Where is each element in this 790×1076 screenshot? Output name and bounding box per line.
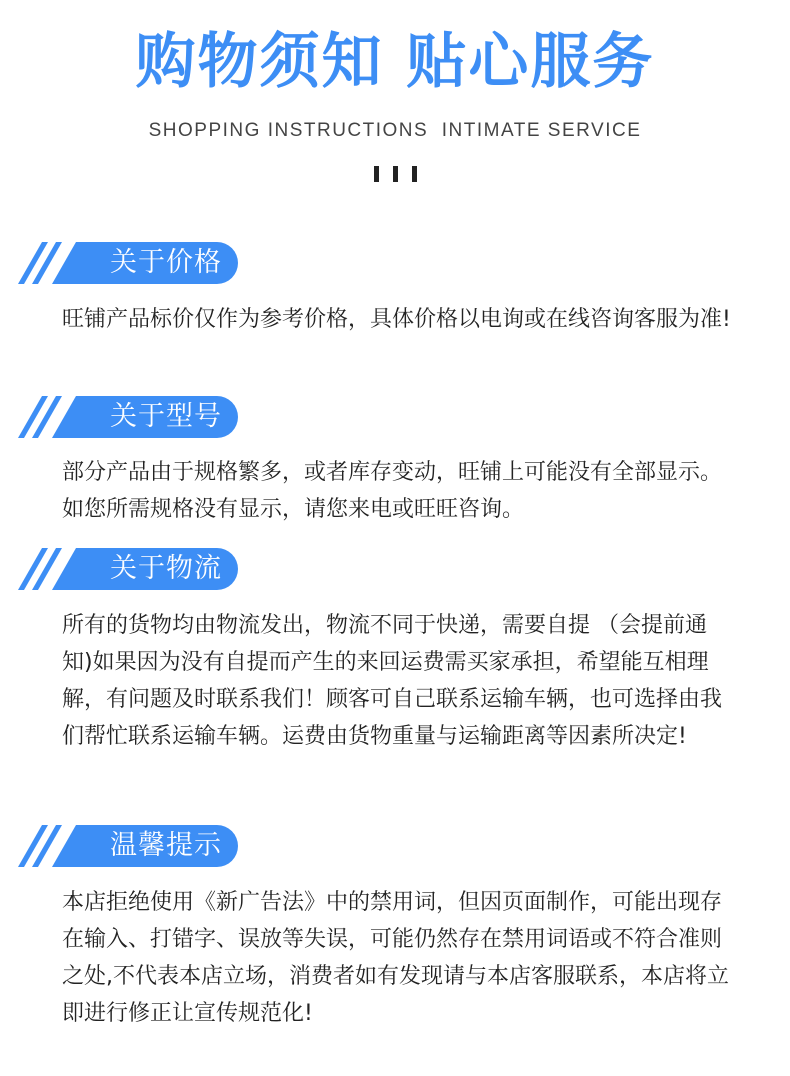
page-subtitle: SHOPPING INSTRUCTIONS INTIMATE SERVICE [148,120,642,141]
section-tab [18,242,238,284]
section-title: 温馨提示 [110,830,222,861]
section-tab [18,825,238,867]
section-tab [18,548,238,590]
section-title: 关于物流 [110,553,222,584]
section-title: 关于型号 [110,401,222,432]
page-title: 购物须知 贴心服务 [135,27,655,97]
section-tab [18,396,238,438]
section-body: 旺铺产品标价仅作为参考价格，具体价格以电询或在线咨询客服为准! [62,307,731,332]
page-header [0,0,790,200]
section-body: 本店拒绝使用《新广告法》中的禁用词，但因页面制作，可能出现存在输入、打错字、误放等失误，可能仍然存在禁用词语或不符合准则之处,不代表本店立场，消费者如有发现请与本店客服联系，本店将立即进行修正让宣传规范化! [62,890,729,1026]
section-title: 关于价格 [110,247,222,278]
section-body: 部分产品由于规格繁多，或者库存变动，旺铺上可能没有全部显示。如您所需规格没有显示，请您来电或旺旺咨询。 [62,460,723,522]
section-body: 所有的货物均由物流发出，物流不同于快递，需要自提 （会提前通知)如果因为没有自提而产生的来回运费需买家承担，希望能互相理解，有问题及时联系我们！顾客可自己联系运输车辆，也可选择由我们帮忙联系运输车辆。运费由货物重量与运输距离等因素所决定! [62,613,723,749]
three-bar-divider-icon [374,166,418,182]
